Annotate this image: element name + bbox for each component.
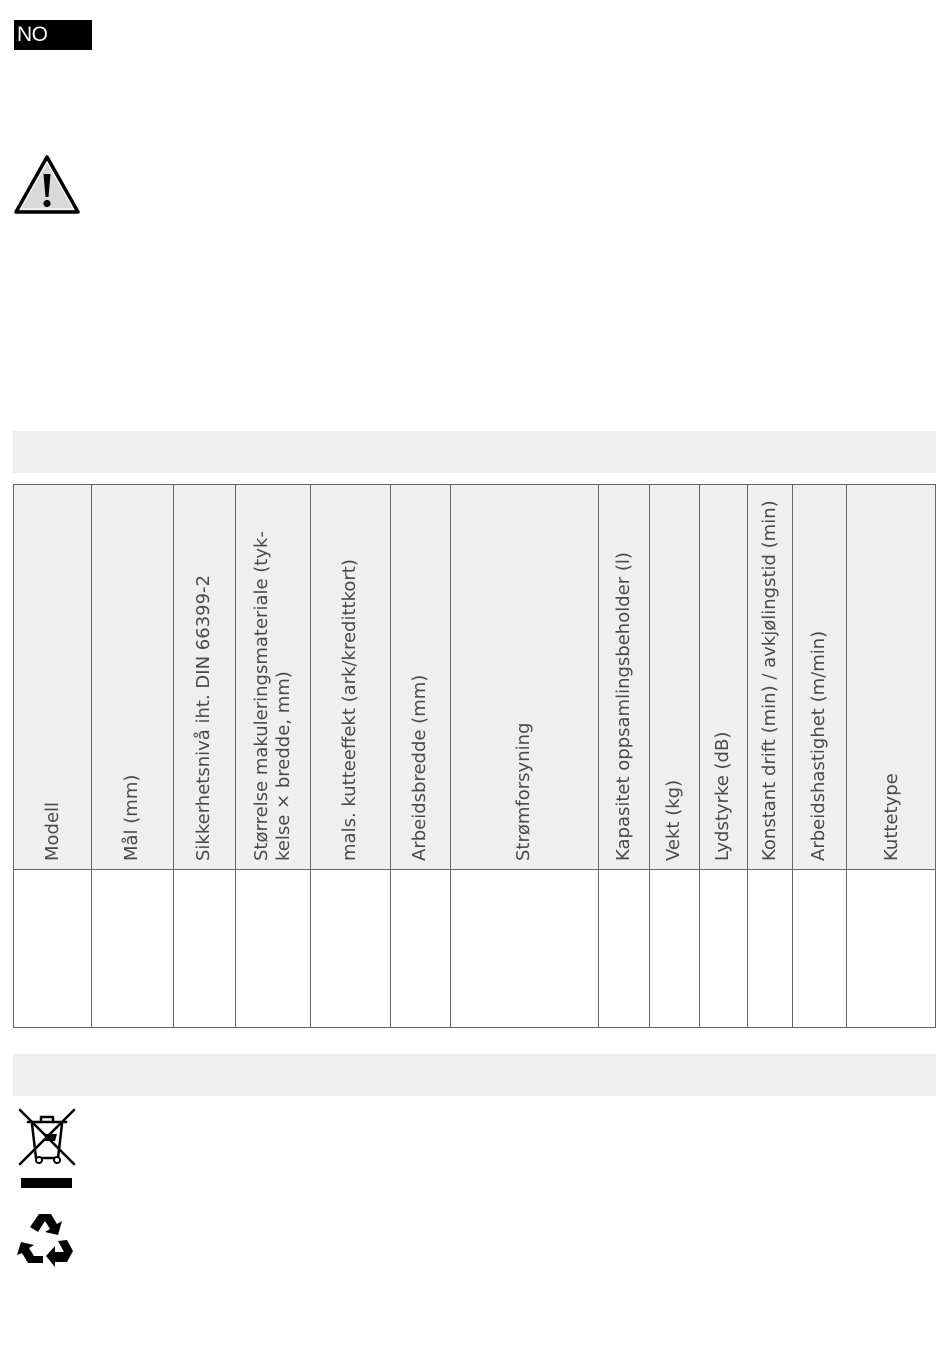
column-header-kutteeffekt — [310, 485, 390, 869]
crossed-out-bin-icon — [17, 1106, 77, 1190]
technical-data-table — [13, 484, 936, 1028]
column-header-line: Konstant drift (min) / avkjølingstid (min) — [758, 500, 780, 861]
column-header-storrelse — [235, 485, 310, 869]
column-header-label — [339, 559, 361, 861]
column-header-line: Lydstyrke (dB) — [712, 731, 733, 861]
column-header-label — [409, 675, 431, 861]
column-header-label — [121, 775, 143, 861]
column-header-line: mals. kutteeffekt (ark/kredittkort) — [339, 559, 360, 861]
column-header-line: Arbeidshastighet (m/min) — [808, 630, 829, 861]
column-header-drift — [747, 485, 792, 869]
column-header-kapasitet — [598, 485, 649, 869]
column-header-line: Kuttetype — [880, 773, 902, 861]
section-header-band — [13, 431, 936, 473]
column-header-maal — [91, 485, 173, 869]
column-header-label — [663, 780, 685, 861]
column-header-label — [808, 631, 830, 861]
language-badge: NO — [14, 20, 92, 50]
column-header-stromforsyning — [450, 485, 598, 869]
column-header-line: Kapasitet oppsamlingsbeholder (l) — [612, 552, 634, 861]
column-header-line: Vekt (kg) — [663, 779, 684, 861]
column-header-label — [759, 500, 781, 861]
column-header-vekt — [649, 485, 699, 869]
column-header-label — [251, 531, 295, 861]
column-header-label — [42, 802, 64, 861]
column-header-line: Størrelse makuleringsmateriale (tyk- — [250, 531, 272, 861]
column-header-hastighet — [792, 485, 846, 869]
column-header-label — [613, 552, 635, 861]
section-header-band — [13, 1054, 936, 1096]
column-header-label — [513, 723, 535, 861]
column-header-kuttetype — [846, 485, 937, 869]
recycle-icon — [17, 1210, 75, 1268]
column-header-modell — [14, 485, 91, 869]
column-header-label — [712, 732, 734, 861]
column-header-line: Arbeidsbredde (mm) — [409, 674, 430, 861]
column-header-line: Strømforsyning — [513, 722, 534, 861]
column-header-line: Modell — [41, 801, 63, 861]
column-header-arbeidsbredde — [390, 485, 450, 869]
column-header-lydstyrke — [699, 485, 747, 869]
column-header-label — [193, 575, 215, 861]
column-header-line: Mål (mm) — [121, 774, 142, 861]
column-header-sikkerhet — [173, 485, 235, 869]
warning-triangle-icon — [13, 154, 81, 216]
column-header-label — [881, 773, 903, 861]
column-header-line: Sikkerhetsnivå iht. DIN 66399-2 — [193, 575, 214, 861]
column-header-line: kelse × bredde, mm) — [272, 671, 294, 861]
